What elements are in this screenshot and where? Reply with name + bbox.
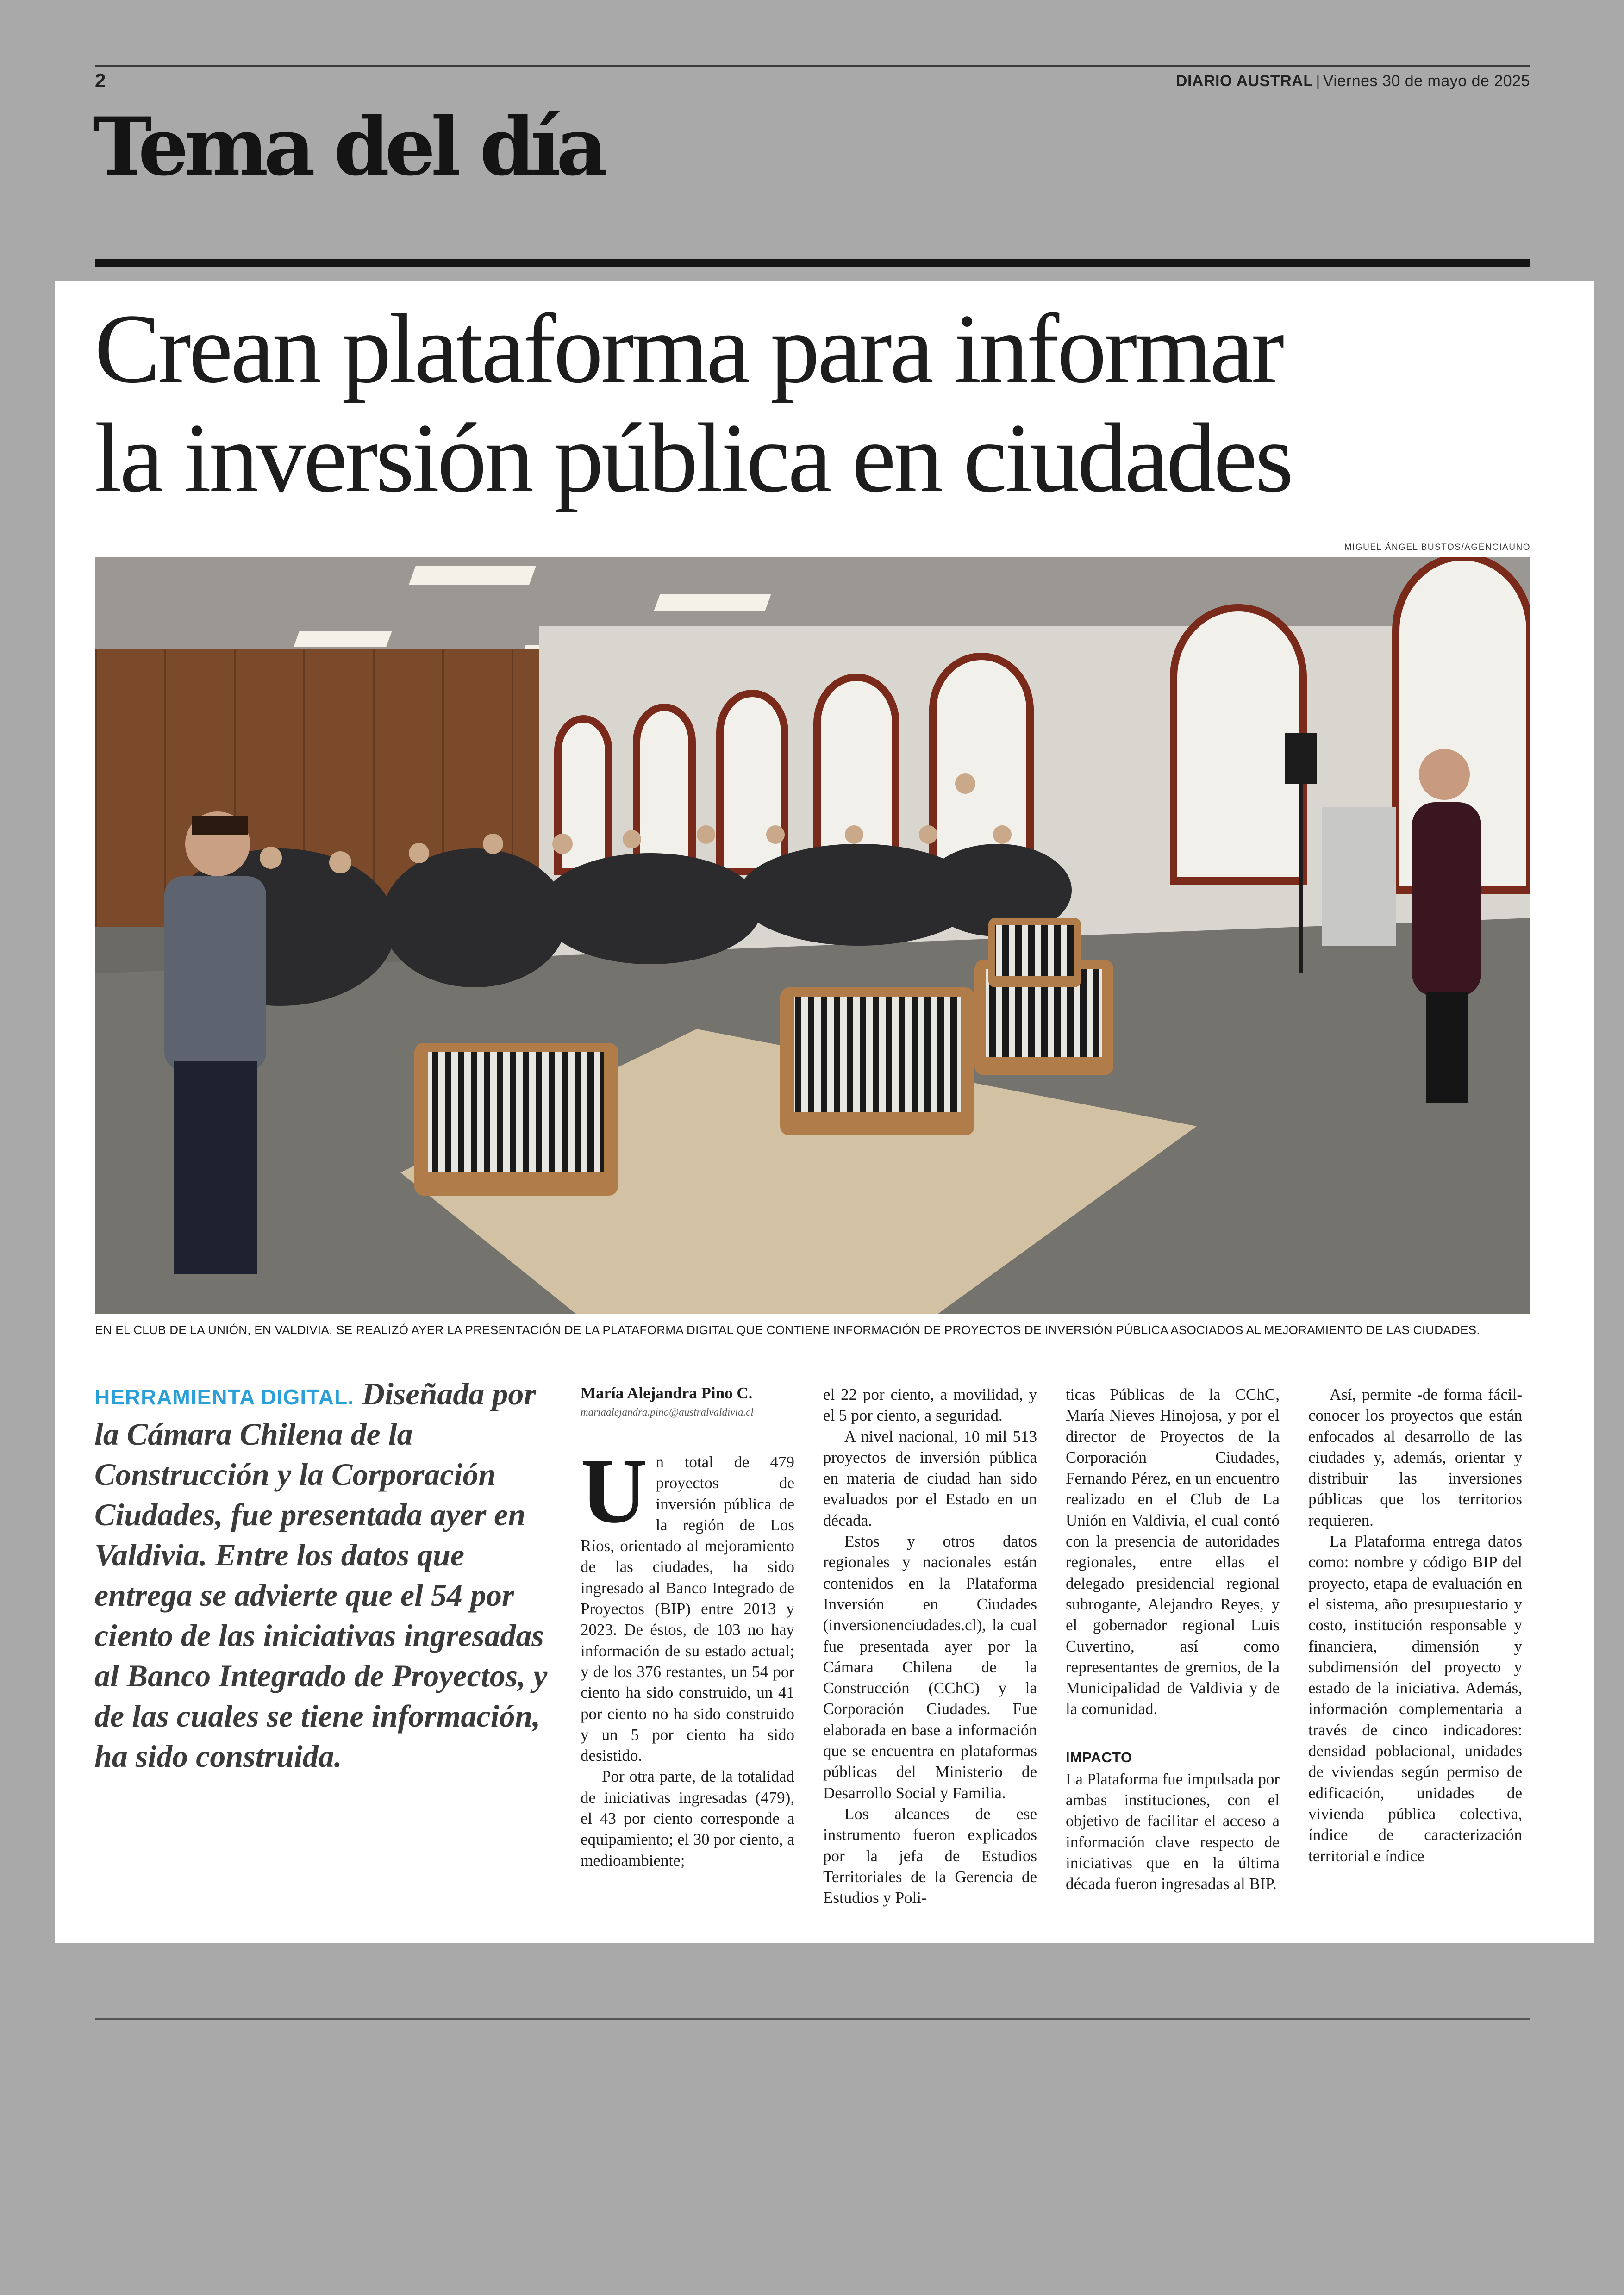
headline-line-2: la inversión pública en ciudades bbox=[94, 403, 1292, 513]
photo-credit: MIGUEL ÁNGEL BUSTOS/AGENCIAUNO bbox=[1344, 543, 1530, 552]
author-email: mariaalejandra.pino@australvaldivia.cl bbox=[581, 1406, 754, 1418]
lede-text: Diseñada por la Cámara Chilena de la Construcción y la Corporación Ciudades, fue presentada ayer en Valdivia. Entre los datos que entrega se advierte que el 54 por ciento de las iniciativas ingresadas al Banco Integrado de Proyectos, y de las cuales se tiene información, ha sido construida. bbox=[94, 1376, 548, 1774]
article-photo bbox=[95, 557, 1530, 1314]
article-paragraph: A nivel nacional, 10 mil 513 proyectos de inversión pública en materia de ciudad han sido evaluados por el Estado en un década. bbox=[823, 1427, 1037, 1529]
drop-cap: U bbox=[581, 1440, 648, 1542]
masthead bbox=[1176, 72, 1530, 90]
section-title: Tema del día bbox=[93, 100, 603, 193]
article-column-1 bbox=[581, 1384, 794, 1871]
photo-ceiling-light bbox=[654, 594, 771, 611]
article-paragraph: Los alcances de ese instrumento fueron explicados por la jefa de Estudios Territoriales de la Gerencia de Estudios y Poli- bbox=[823, 1804, 1037, 1907]
article-paragraph: Un total de 479 proyectos de inversión pública de la región de Los Ríos, orientado al mejoramiento de las ciudades, ha sido ingresado al Banco Integrado de Proyectos (BIP) entre 2013 y 2023. De éstos, de 103 no hay información de su estado actual; y de los 376 restantes, un 54 por ciento ha sido construido, un 41 por ciento no ha sido construido y un 5 por ciento ha sido desistido. bbox=[581, 1440, 794, 1765]
article-paragraph: el 22 por ciento, a movilidad, y el 5 por ciento, a seguridad. bbox=[823, 1385, 1037, 1425]
bottom-rule bbox=[95, 2018, 1530, 2020]
masthead-separator: | bbox=[1316, 72, 1320, 90]
article-paragraph: La Plataforma fue impulsada por ambas instituciones, con el objetivo de facilitar el acceso a información clave respecto de iniciativas que en la última década fueron ingresadas al BIP. bbox=[1066, 1770, 1280, 1893]
article bbox=[55, 281, 1594, 1943]
lede-kicker: HERRAMIENTA DIGITAL. bbox=[94, 1385, 354, 1409]
headline bbox=[94, 294, 1291, 513]
photo-presenter-left bbox=[164, 811, 266, 1274]
article-column-3 bbox=[1066, 1384, 1280, 1895]
article-column-2 bbox=[823, 1384, 1037, 1908]
section-rule bbox=[95, 259, 1530, 267]
headline-line-1: Crean plataforma para informar bbox=[94, 294, 1282, 404]
lede bbox=[94, 1374, 557, 1777]
article-paragraph: Así, permite -de forma fácil- conocer los proyectos que están enfocados al desarrollo de las ciudades y, además, orientar y distribuir las inversiones públicas que los territorios requieren. bbox=[1308, 1385, 1522, 1529]
photo-illustration bbox=[95, 557, 1530, 1314]
photo-loudspeaker bbox=[1285, 733, 1317, 784]
photo-caption: EN EL CLUB DE LA UNIÓN, EN VALDIVIA, SE REALIZÓ AYER LA PRESENTACIÓN DE LA PLATAFORMA DIGITAL QUE CONTIENE INFORMACIÓN DE PROYECTOS DE INVERSIÓN PÚBLICA ASOCIADOS AL MEJORAMIENTO DE LAS CIUDADES. bbox=[95, 1323, 1480, 1337]
article-column-4 bbox=[1308, 1384, 1522, 1866]
top-rule bbox=[95, 65, 1530, 67]
article-subhead: IMPACTO bbox=[1066, 1749, 1132, 1765]
photo-ceiling-light bbox=[409, 566, 536, 585]
publication-date: Viernes 30 de mayo de 2025 bbox=[1323, 72, 1530, 90]
article-paragraph: Por otra parte, de la totalidad de iniciativas ingresadas (479), el 43 por ciento corresponde a equipamiento; el 30 por ciento, a medioambiente; bbox=[581, 1767, 794, 1870]
article-paragraph: La Plataforma entrega datos como: nombre y código BIP del proyecto, etapa de evaluación en el sistema, año presupuestario y costo, institución responsable y financiera, dimensión y subdimensión del proyecto y estado de la iniciativa. Además, información complementaria a través de cinco indicadores: densidad poblacional, unidades de viviendas según permiso de edificación, unidades de vivienda pública colectiva, índice de caracterización territorial e índice bbox=[1308, 1532, 1522, 1865]
article-paragraph: Estos y otros datos regionales y nacionales están contenidos en la Plataforma Inversión en Ciudades (inversionenciudades.cl), la cual fue presentada ayer por la Cámara Chilena de la Construcción (CChC) y la Corporación Ciudades. Fue elaborada en base a información que se encuentra en plataformas públicas del Ministerio de Desarrollo Social y Familia. bbox=[823, 1532, 1037, 1802]
page-number: 2 bbox=[95, 69, 106, 91]
author-name: María Alejandra Pino C. bbox=[581, 1384, 753, 1402]
photo-ceiling-light bbox=[294, 631, 392, 647]
article-paragraph: ticas Públicas de la CChC, María Nieves Hinojosa, y por el director de Proyectos de la Corporación Ciudades, Fernando Pérez, en un encuentro realizado en el Club de La Unión en Valdivia, el cual contó con la presencia de autoridades regionales, entre ellas el delegado presidencial regional subrogante, Alejandro Reyes, y el gobernador regional Luis Cuvertino, así como representantes de gremios, de la Municipalidad de Valdivia y de la comunidad. bbox=[1066, 1385, 1280, 1718]
newspaper-name: DIARIO AUSTRAL bbox=[1175, 72, 1313, 90]
